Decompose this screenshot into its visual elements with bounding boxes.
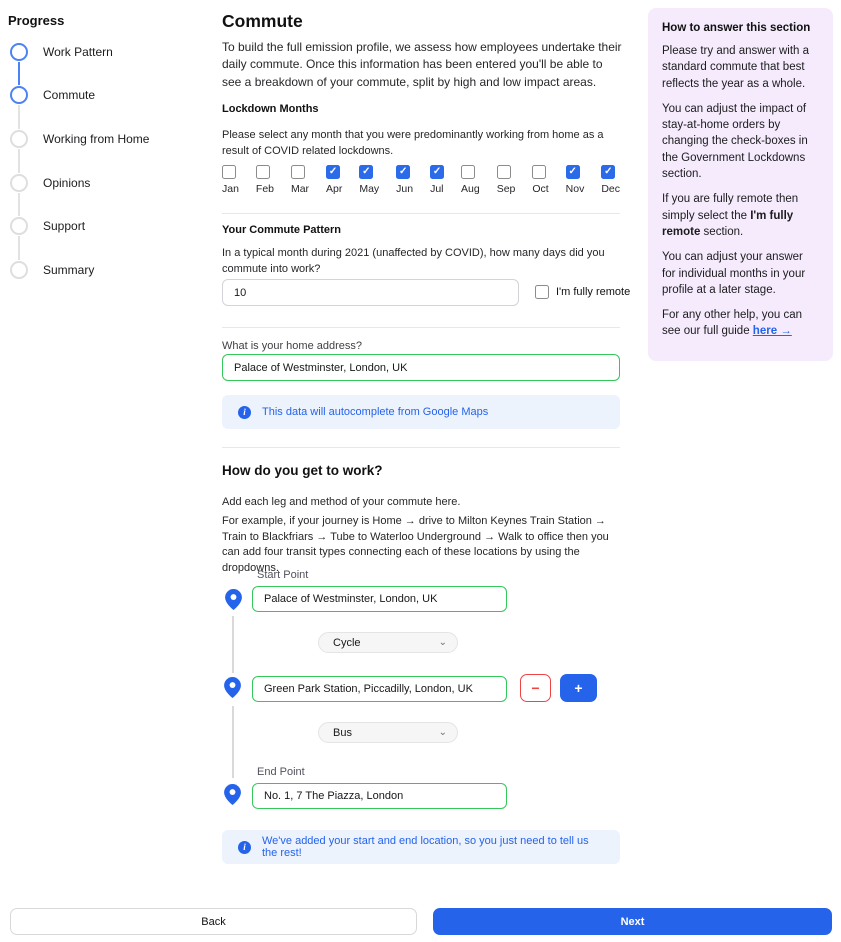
info-text: This data will autocomplete from Google Maps: [262, 406, 489, 418]
checkbox-icon[interactable]: [396, 165, 410, 179]
step-circle[interactable]: [10, 130, 28, 148]
help-paragraph: Please try and answer with a standard commute that best reflects the year as a whole.: [662, 45, 810, 90]
guide-link[interactable]: here →: [752, 325, 792, 338]
step-circle[interactable]: [10, 261, 28, 279]
checkbox-icon[interactable]: [291, 165, 305, 179]
step-label: Working from Home: [43, 132, 150, 146]
step-connector: [18, 62, 20, 85]
journey-info-banner: [222, 830, 620, 864]
step-connector: [18, 149, 20, 173]
map-pin-icon: [225, 589, 242, 610]
step-circle[interactable]: [10, 174, 28, 192]
help-panel: [648, 8, 833, 361]
help-paragraph: If you are fully remote then simply select the I'm fully remote section.: [662, 193, 799, 238]
transport-select-leg2[interactable]: [318, 722, 458, 743]
step-circle[interactable]: [10, 217, 28, 235]
step-circle[interactable]: [10, 43, 28, 61]
month-checkbox-sep[interactable]: Sep: [497, 165, 516, 195]
checkbox-icon[interactable]: [601, 165, 615, 179]
next-button[interactable]: Next: [433, 908, 832, 935]
back-button[interactable]: Back: [10, 908, 417, 935]
commute-days-input[interactable]: [222, 279, 519, 306]
help-paragraph: You can adjust the impact of stay-at-home orders by changing the check-boxes in the Government Lockdowns section.: [662, 102, 808, 181]
sidebar-step-opinions[interactable]: [10, 174, 90, 192]
step-label: Opinions: [43, 176, 91, 190]
help-paragraph: For any other help, you can see our full guide here →: [662, 309, 802, 338]
fully-remote-label: I'm fully remote: [556, 286, 631, 298]
month-checkbox-may[interactable]: ✓ May: [359, 165, 379, 195]
chevron-down-icon: ⌄: [438, 726, 447, 738]
checkbox-icon[interactable]: [359, 165, 373, 179]
month-checkbox-jun[interactable]: ✓ Jun: [396, 165, 413, 195]
sidebar-step-working-from-home[interactable]: [10, 130, 149, 148]
month-checkbox-nov[interactable]: ✓ Nov: [566, 165, 585, 195]
sidebar-step-work-pattern[interactable]: [10, 43, 113, 61]
divider: [222, 327, 620, 328]
step-connector: [18, 193, 20, 216]
autocomplete-info-banner: [222, 395, 620, 429]
intro-text: To build the full emission profile, we assess how employees undertake their daily commute. Once this information has been entered you'll be able to see a breakdown of your commute, split by high and low impact areas.: [222, 40, 622, 89]
map-pin-icon: [224, 677, 241, 698]
journey-example-text: For example, if your journey is Home → drive to Milton Keynes Train Station → Train to Blackfriars → Tube to Waterloo Underground → Walk to office then you can add four transit types connecting each of these locations by using the dropdowns.: [222, 515, 609, 574]
month-checkbox-oct[interactable]: Oct: [532, 165, 548, 195]
home-address-label: What is your home address?: [222, 340, 363, 352]
month-checkbox-aug[interactable]: Aug: [461, 165, 480, 195]
step-label: Commute: [43, 88, 96, 102]
page-title: Commute: [222, 11, 303, 31]
divider: [222, 447, 620, 448]
add-leg-button[interactable]: +: [560, 674, 597, 702]
commute-pattern-question: In a typical month during 2021 (unaffected by COVID), how many days did you commute into work?: [222, 247, 605, 275]
fully-remote-option[interactable]: [535, 285, 630, 299]
leg-connector-line: [232, 616, 234, 673]
progress-title: Progress: [8, 13, 65, 28]
lockdown-months-label: Lockdown Months: [222, 103, 319, 115]
leg-connector-line: [232, 706, 234, 778]
start-point-label: Start Point: [257, 569, 309, 581]
transport-select-leg1[interactable]: [318, 632, 458, 653]
month-checkbox-jan[interactable]: Jan: [222, 165, 239, 195]
home-address-input[interactable]: [222, 354, 620, 381]
commute-pattern-label: Your Commute Pattern: [222, 224, 341, 236]
checkbox-icon[interactable]: [256, 165, 270, 179]
month-checkbox-mar[interactable]: Mar: [291, 165, 309, 195]
month-checkbox-apr[interactable]: ✓ Apr: [326, 165, 342, 195]
sidebar-step-commute[interactable]: [10, 86, 95, 104]
step-connector: [18, 105, 20, 129]
journey-section-title: How do you get to work?: [222, 463, 383, 478]
lockdown-months-description: Please select any month that you were predominantly working from home as a result of COVID related lockdowns.: [222, 129, 604, 157]
month-checkbox-jul[interactable]: ✓ Jul: [430, 165, 444, 195]
checkbox-icon[interactable]: [430, 165, 444, 179]
checkbox-icon[interactable]: [566, 165, 580, 179]
step-label: Support: [43, 219, 86, 233]
journey-subtitle: Add each leg and method of your commute here.: [222, 496, 461, 508]
remove-leg-button[interactable]: −: [520, 674, 551, 702]
info-text: We've added your start and end location, so you just need to tell us the rest!: [262, 835, 589, 859]
sidebar-step-support[interactable]: [10, 217, 85, 235]
month-checkbox-feb[interactable]: Feb: [256, 165, 274, 195]
end-point-input[interactable]: [252, 783, 507, 809]
mid-point-input[interactable]: [252, 676, 507, 702]
start-point-input[interactable]: [252, 586, 507, 612]
lockdown-months-row: [222, 165, 620, 195]
chevron-down-icon: ⌄: [438, 636, 447, 648]
help-panel-title: How to answer this section: [662, 22, 811, 34]
end-point-label: End Point: [257, 766, 305, 778]
step-connector: [18, 236, 20, 260]
checkbox-icon[interactable]: [461, 165, 475, 179]
step-label: Work Pattern: [43, 45, 113, 59]
sidebar-step-summary[interactable]: [10, 261, 94, 279]
map-pin-icon: [224, 784, 241, 805]
info-icon: i: [238, 406, 251, 419]
step-circle[interactable]: [10, 86, 28, 104]
checkbox-icon[interactable]: [222, 165, 236, 179]
checkbox-icon[interactable]: [535, 285, 549, 299]
transport-select-value: Cycle: [333, 636, 361, 649]
step-label: Summary: [43, 263, 95, 277]
checkbox-icon[interactable]: [532, 165, 546, 179]
checkbox-icon[interactable]: [497, 165, 511, 179]
month-checkbox-dec[interactable]: ✓ Dec: [601, 165, 620, 195]
info-icon: i: [238, 841, 251, 854]
checkbox-icon[interactable]: [326, 165, 340, 179]
transport-select-value: Bus: [333, 726, 352, 739]
divider: [222, 213, 620, 214]
help-paragraph: You can adjust your answer for individual months in your profile at a later stage.: [662, 251, 806, 296]
